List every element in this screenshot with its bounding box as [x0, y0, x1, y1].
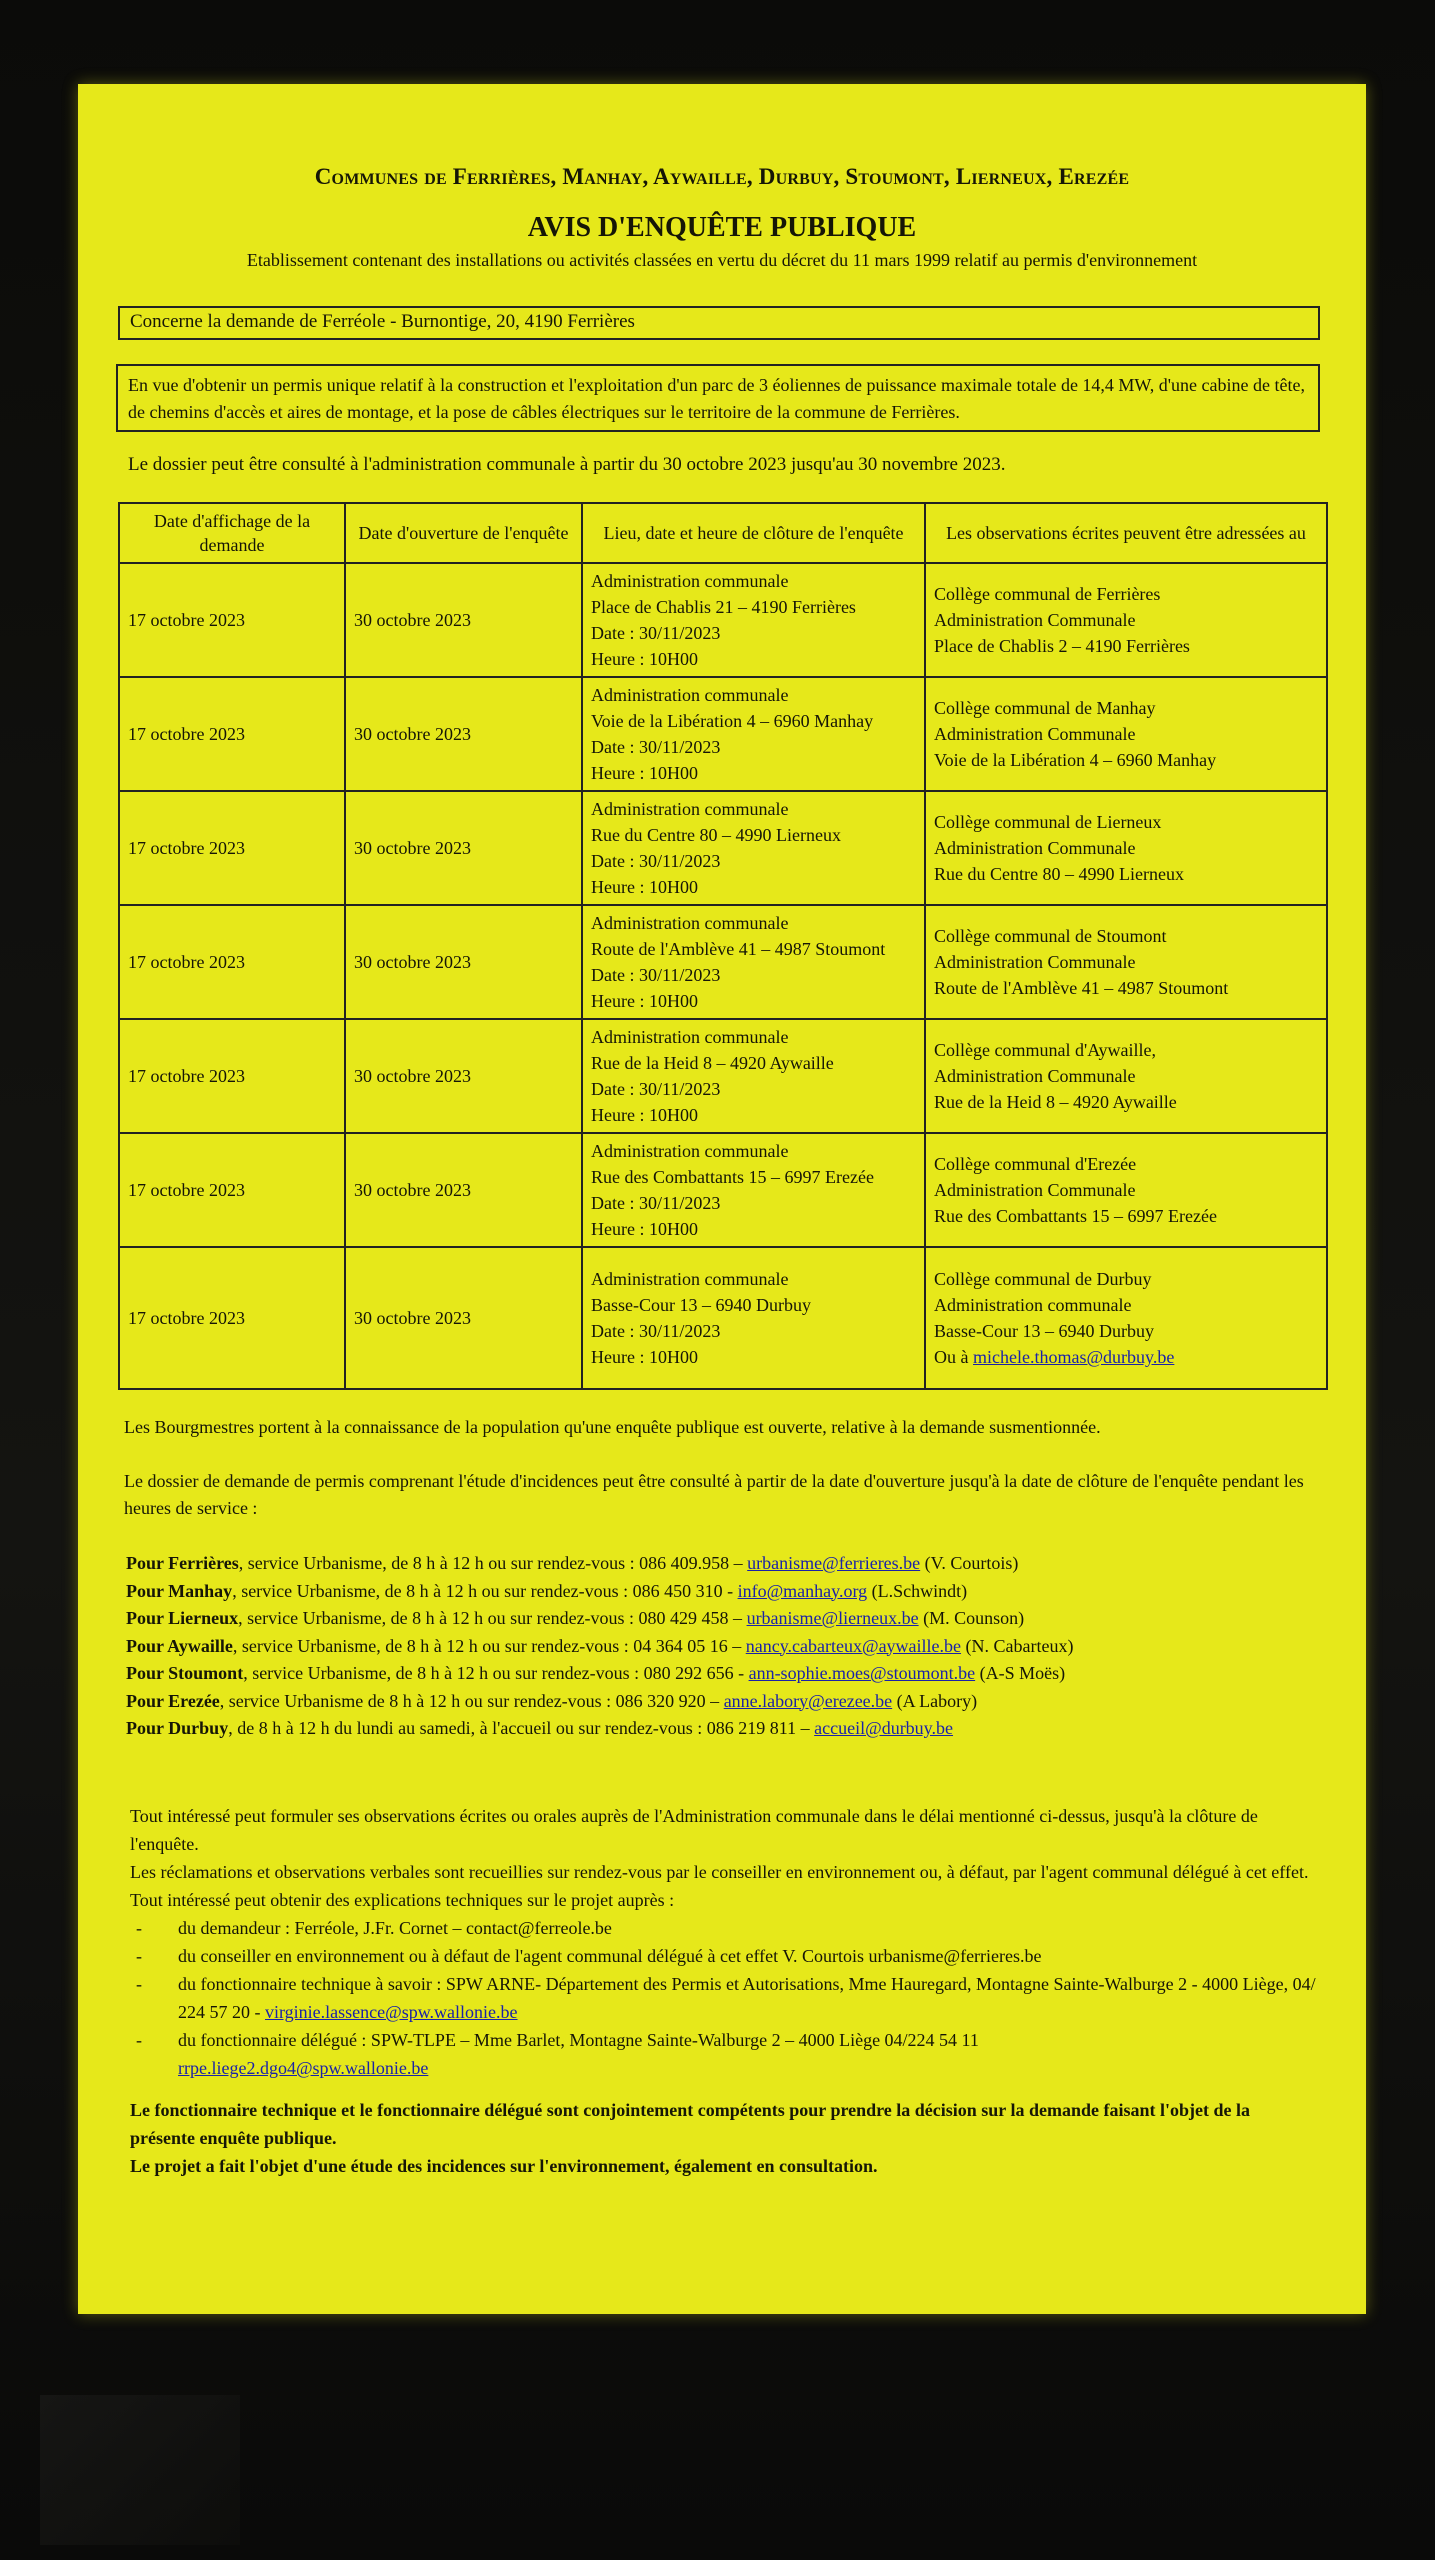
- lieu-line: Administration communale: [591, 1141, 789, 1161]
- obs-line: Administration Communale: [934, 1066, 1136, 1086]
- contacts-list: [126, 1550, 1074, 1743]
- obs-line: Administration Communale: [934, 1180, 1136, 1200]
- lieu-line: Heure : 10H00: [591, 877, 698, 897]
- obs-line: Collège communal d'Erezée: [934, 1154, 1137, 1174]
- lieu-line: Voie de la Libération 4 – 6960 Manhay: [591, 711, 874, 731]
- obs-line: Administration Communale: [934, 838, 1136, 858]
- interesse-paragraph: Tout intéressé peut formuler ses observations écrites ou orales auprès de l'Administration communale dans le délai mentionné ci-dessus, jusqu'à la clôture de l'enquête.: [130, 1806, 1258, 1854]
- delegue-text: du fonctionnaire délégué : SPW-TLPE – Mme Barlet, Montagne Sainte-Walburge 2 – 4000 Liège 04/224 54 11: [178, 2030, 979, 2050]
- contact-details: , service Urbanisme, de 8 h à 12 h ou sur rendez-vous : 086 409.958 –: [238, 1553, 748, 1573]
- background-reflection: [40, 2395, 240, 2545]
- cell-affichage: 17 octobre 2023: [119, 563, 345, 677]
- contact-details: , service Urbanisme, de 8 h à 12 h ou sur rendez-vous : 080 292 656 -: [243, 1663, 749, 1683]
- concerne-box: Concerne la demande de Ferréole - Burnontige, 20, 4190 Ferrières: [118, 306, 1320, 340]
- lieu-line: Route de l'Amblève 41 – 4987 Stoumont: [591, 939, 886, 959]
- etude-paragraph: Le projet a fait l'objet d'une étude des incidences sur l'environnement, également en consultation.: [130, 2156, 878, 2176]
- lieu-line: Date : 30/11/2023: [591, 1321, 721, 1341]
- contact-commune: Pour Aywaille: [126, 1635, 233, 1656]
- obs-line: Administration Communale: [934, 724, 1136, 744]
- lieu-line: Administration communale: [591, 799, 789, 819]
- header-observations: Les observations écrites peuvent être adressées au: [925, 503, 1327, 563]
- lieu-line: Heure : 10H00: [591, 1219, 698, 1239]
- delegue-email-link[interactable]: rrpe.liege2.dgo4@spw.wallonie.be: [178, 2058, 429, 2078]
- explications-list: [130, 1914, 1318, 2082]
- cell-lieu: [582, 791, 925, 905]
- obs-line: Collège communal de Stoumont: [934, 926, 1167, 946]
- cell-ouverture: 30 octobre 2023: [345, 1133, 582, 1247]
- contact-commune: Pour Lierneux: [126, 1608, 239, 1628]
- header-date-affichage: Date d'affichage de la demande: [119, 503, 345, 563]
- cell-lieu: [582, 1247, 925, 1389]
- cell-lieu: [582, 1133, 925, 1247]
- contact-details: , service Urbanisme, de 8 h à 12 h ou sur rendez-vous : 04 364 05 16 –: [232, 1635, 746, 1656]
- list-item: - du demandeur : Ferréole, J.Fr. Cornet – contact@ferreole.be: [178, 1914, 1318, 1942]
- lieu-line: Rue de la Heid 8 – 4920 Aywaille: [591, 1053, 834, 1073]
- table-row: [119, 1247, 1327, 1389]
- obs-line: Rue des Combattants 15 – 6997 Erezée: [934, 1206, 1217, 1226]
- contact-details: , service Urbanisme, de 8 h à 12 h ou sur rendez-vous : 086 450 310 -: [232, 1580, 738, 1601]
- cell-ouverture: 30 octobre 2023: [345, 563, 582, 677]
- notice-subtitle: Etablissement contenant des installations ou activités classées en vertu du décret du 11 mars 1999 relatif au permis d'environnement: [246, 250, 1198, 270]
- cell-affichage: 17 octobre 2023: [119, 1019, 345, 1133]
- contact-email-link[interactable]: info@manhay.org: [737, 1580, 868, 1601]
- lieu-line: Date : 30/11/2023: [591, 851, 721, 871]
- cell-ouverture: 30 octobre 2023: [345, 905, 582, 1019]
- header-lieu-cloture: Lieu, date et heure de clôture de l'enquête: [582, 503, 925, 563]
- contact-commune: Pour Manhay: [126, 1580, 233, 1601]
- notice-title: AVIS D'ENQUÊTE PUBLIQUE: [527, 212, 917, 243]
- obs-line: Collège communal d'Aywaille,: [934, 1040, 1157, 1060]
- table-row: [119, 563, 1327, 677]
- contact-commune: Pour Ferrières: [126, 1553, 239, 1573]
- list-item: - du conseiller en environnement ou à défaut de l'agent communal délégué à cet effet V. Courtois urbanisme@ferrieres.be: [178, 1942, 1318, 1970]
- communes-heading: Communes de Ferrières, Manhay, Aywaille, Durbuy, Stoumont, Lierneux, Erezée: [314, 164, 1130, 189]
- contact-line: [126, 1578, 1074, 1606]
- technique-text: du fonctionnaire technique à savoir : SPW ARNE- Département des Permis et Autorisations, Mme Hauregard, Montagne Sainte-Walburge 2 - 4000 Liège, 04/ 224 57 20 -: [178, 1974, 1316, 2022]
- enquete-table: [118, 502, 1328, 1390]
- lieu-line: Date : 30/11/2023: [591, 1079, 721, 1099]
- public-notice: [78, 84, 1366, 2314]
- lieu-line: Heure : 10H00: [591, 649, 698, 669]
- contact-person: (L.Schwindt): [867, 1580, 968, 1601]
- obs-line: Administration communale: [934, 1295, 1132, 1315]
- contact-email-link[interactable]: ann-sophie.moes@stoumont.be: [748, 1663, 976, 1683]
- contact-person: (A Labory): [892, 1690, 978, 1711]
- cell-ouverture: 30 octobre 2023: [345, 791, 582, 905]
- obs-line: Rue de la Heid 8 – 4920 Aywaille: [934, 1092, 1177, 1112]
- lieu-line: Place de Chablis 21 – 4190 Ferrières: [591, 597, 856, 617]
- reclamations-paragraph: Les réclamations et observations verbales sont recueillies sur rendez-vous par le conseiller en environnement ou, à défaut, par l'agent communal délégué à cet effet.: [130, 1862, 1309, 1882]
- lieu-line: Date : 30/11/2023: [591, 1193, 721, 1213]
- cell-lieu: [582, 1019, 925, 1133]
- table-header-row: [119, 503, 1327, 563]
- obs-line: Rue du Centre 80 – 4990 Lierneux: [934, 864, 1184, 884]
- contact-details: , service Urbanisme de 8 h à 12 h ou sur rendez-vous : 086 320 920 –: [219, 1690, 724, 1711]
- contact-email-link[interactable]: urbanisme@ferrieres.be: [747, 1553, 921, 1573]
- contact-line: [126, 1550, 1074, 1578]
- dossier-paragraph: Le dossier de demande de permis comprenant l'étude d'incidences peut être consulté à partir de la date d'ouverture jusqu'à la date de clôture de l'enquête pendant les heures de service :: [124, 1471, 1304, 1518]
- contact-person: (M. Counson): [918, 1608, 1025, 1628]
- cell-affichage: 17 octobre 2023: [119, 1133, 345, 1247]
- contact-person: (N. Cabarteux): [961, 1635, 1074, 1656]
- obs-prefix: Ou à: [934, 1347, 973, 1367]
- durbuy-email-link[interactable]: michele.thomas@durbuy.be: [973, 1347, 1175, 1367]
- cell-affichage: 17 octobre 2023: [119, 1247, 345, 1389]
- cell-observations: [925, 905, 1327, 1019]
- bourgmestres-paragraph: Les Bourgmestres portent à la connaissance de la population qu'une enquête publique est ouverte, relative à la demande susmentionnée.: [124, 1417, 1101, 1437]
- technique-email-link[interactable]: virginie.lassence@spw.wallonie.be: [265, 2002, 518, 2022]
- objet-box: En vue d'obtenir un permis unique relatif à la construction et l'exploitation d'un parc de 3 éoliennes de puissance maximale totale de 14,4 MW, d'une cabine de tête, de chemins d'accès et aires de montage, et la pose de câbles électriques sur le territoire de la commune de Ferrières.: [116, 364, 1320, 432]
- obs-line: Administration Communale: [934, 952, 1136, 972]
- contact-details: , de 8 h à 12 h du lundi au samedi, à l'accueil ou sur rendez-vous : 086 219 811 –: [228, 1718, 815, 1738]
- contact-line: [126, 1688, 1074, 1716]
- contact-line: [126, 1633, 1074, 1661]
- table-row: [119, 677, 1327, 791]
- lieu-line: Rue des Combattants 15 – 6997 Erezée: [591, 1167, 874, 1187]
- contact-commune: Pour Durbuy: [126, 1718, 229, 1738]
- obs-line: Voie de la Libération 4 – 6960 Manhay: [934, 750, 1217, 770]
- cell-ouverture: 30 octobre 2023: [345, 1019, 582, 1133]
- lieu-line: Rue du Centre 80 – 4990 Lierneux: [591, 825, 841, 845]
- cell-ouverture: 30 octobre 2023: [345, 677, 582, 791]
- lieu-line: Heure : 10H00: [591, 1347, 698, 1367]
- lieu-line: Administration communale: [591, 913, 789, 933]
- contact-email-link[interactable]: nancy.cabarteux@aywaille.be: [745, 1635, 962, 1656]
- contact-email-link[interactable]: accueil@durbuy.be: [814, 1718, 954, 1738]
- obs-line: Collège communal de Durbuy: [934, 1269, 1152, 1289]
- cell-observations: [925, 677, 1327, 791]
- explications-intro: Tout intéressé peut obtenir des explications techniques sur le projet auprès :: [130, 1890, 675, 1910]
- table-row: [119, 1019, 1327, 1133]
- obs-line: Collège communal de Ferrières: [934, 584, 1161, 604]
- obs-line: Route de l'Amblève 41 – 4987 Stoumont: [934, 978, 1229, 998]
- obs-line: [934, 1344, 1318, 1370]
- list-item: [178, 1970, 1318, 2026]
- cell-observations: [925, 1133, 1327, 1247]
- cell-observations: [925, 563, 1327, 677]
- lieu-line: Basse-Cour 13 – 6940 Durbuy: [591, 1295, 811, 1315]
- table-row: [119, 905, 1327, 1019]
- lieu-line: Date : 30/11/2023: [591, 623, 721, 643]
- contact-person: (V. Courtois): [920, 1553, 1019, 1573]
- lieu-line: Administration communale: [591, 1027, 789, 1047]
- consultation-period: Le dossier peut être consulté à l'administration communale à partir du 30 octobre 2023 jusqu'au 30 novembre 2023.: [128, 454, 1006, 475]
- cell-affichage: 17 octobre 2023: [119, 905, 345, 1019]
- lieu-line: Heure : 10H00: [591, 991, 698, 1011]
- lieu-line: Administration communale: [591, 1269, 789, 1289]
- lieu-line: Heure : 10H00: [591, 763, 698, 783]
- competence-paragraph: Le fonctionnaire technique et le fonctionnaire délégué sont conjointement compétents pour prendre la décision sur la demande faisant l'objet de la présente enquête publique.: [130, 2100, 1250, 2148]
- obs-line: Collège communal de Manhay: [934, 698, 1156, 718]
- cell-lieu: [582, 677, 925, 791]
- contact-person: (A-S Moës): [975, 1663, 1066, 1683]
- obs-line: Collège communal de Lierneux: [934, 812, 1162, 832]
- table-row: [119, 791, 1327, 905]
- lieu-line: Heure : 10H00: [591, 1105, 698, 1125]
- lieu-line: Administration communale: [591, 571, 789, 591]
- list-item: [178, 2026, 1318, 2082]
- cell-ouverture: 30 octobre 2023: [345, 1247, 582, 1389]
- contact-details: , service Urbanisme, de 8 h à 12 h ou sur rendez-vous : 080 429 458 –: [238, 1608, 747, 1628]
- contact-email-link[interactable]: anne.labory@erezee.be: [723, 1690, 893, 1711]
- contact-line: [126, 1660, 1074, 1688]
- lieu-line: Date : 30/11/2023: [591, 737, 721, 757]
- cell-observations: [925, 1247, 1327, 1389]
- obs-line: Basse-Cour 13 – 6940 Durbuy: [934, 1321, 1154, 1341]
- contact-commune: Pour Erezée: [126, 1690, 220, 1711]
- cell-affichage: 17 octobre 2023: [119, 677, 345, 791]
- cell-lieu: [582, 905, 925, 1019]
- cell-lieu: [582, 563, 925, 677]
- contact-line: [126, 1715, 1074, 1743]
- lieu-line: Date : 30/11/2023: [591, 965, 721, 985]
- table-row: [119, 1133, 1327, 1247]
- cell-observations: [925, 1019, 1327, 1133]
- contact-email-link[interactable]: urbanisme@lierneux.be: [746, 1608, 919, 1628]
- cell-observations: [925, 791, 1327, 905]
- obs-line: Administration Communale: [934, 610, 1136, 630]
- contact-commune: Pour Stoumont: [126, 1663, 244, 1683]
- obs-line: Place de Chablis 2 – 4190 Ferrières: [934, 636, 1190, 656]
- header-date-ouverture: Date d'ouverture de l'enquête: [345, 503, 582, 563]
- final-section: [130, 1802, 1318, 2180]
- lieu-line: Administration communale: [591, 685, 789, 705]
- cell-affichage: 17 octobre 2023: [119, 791, 345, 905]
- contact-line: [126, 1605, 1074, 1633]
